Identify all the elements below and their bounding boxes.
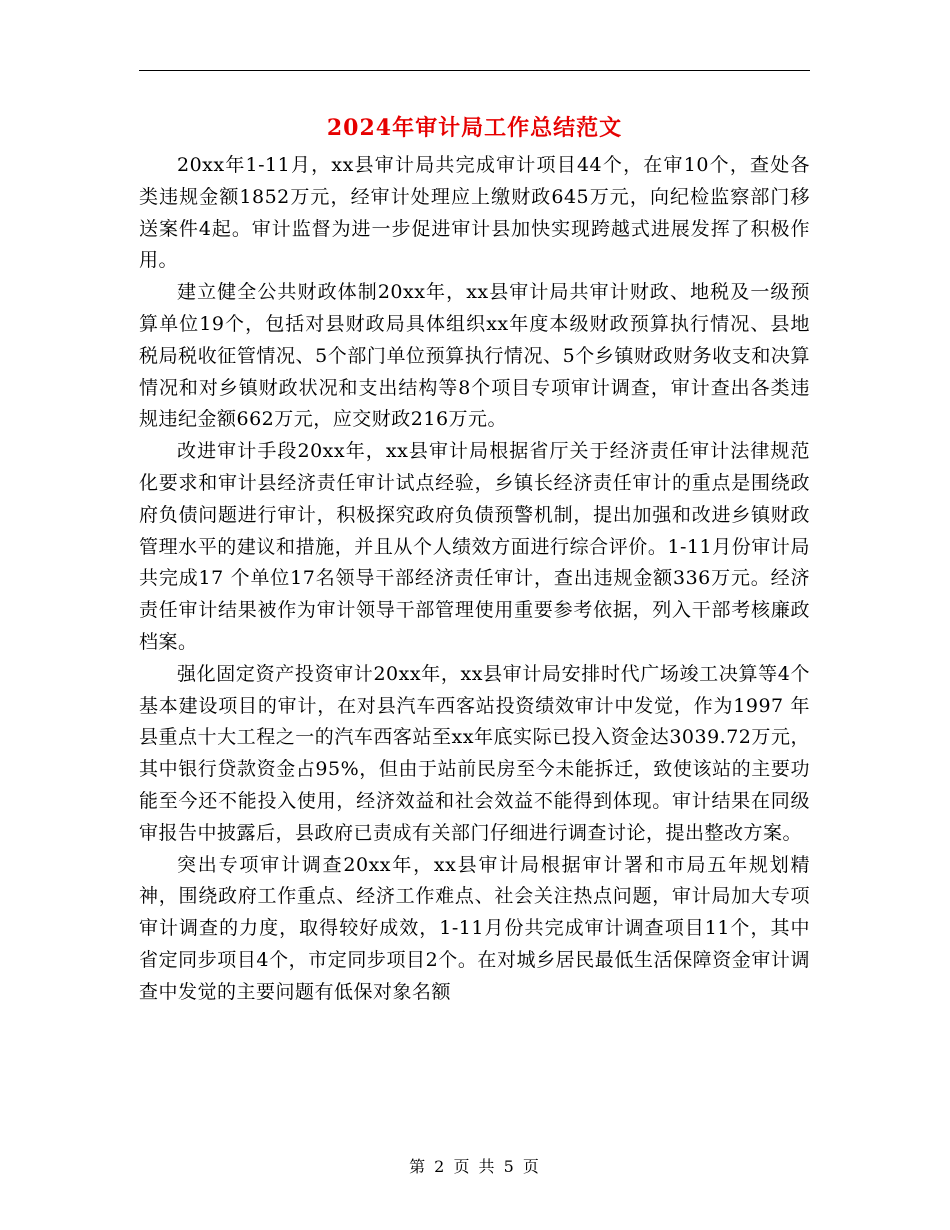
document-body [139,150,810,1009]
paragraph-1: 20xx年1-11月，xx县审计局共完成审计项目44个，在审10个，查处各类违规金额1852万元，经审计处理应上缴财政645万元，向纪检监察部门移送案件4起。审计监督为进一步促进审计县加快实现跨越式进展发挥了积极作用。 [139,154,810,272]
paragraph-3: 改进审计手段20xx年，xx县审计局根据省厅关于经济责任审计法律规范化要求和审计县经济责任审计试点经验，乡镇长经济责任审计的重点是围绕政府负债问题进行审计，积极探究政府负债预警机制，提出加强和改进乡镇财政管理水平的建议和措施，并且从个人绩效方面进行综合评价。1-11月份审计局共完成17 个单位17名领导干部经济责任审计，查出违规金额336万元。经济责任审计结果被作为审计领导干部管理使用重要参考依据，列入干部考核廉政档案。 [139,440,810,653]
paragraph-4: 强化固定资产投资审计20xx年，xx县审计局安排时代广场竣工决算等4个基本建设项目的审计，在对县汽车西客站投资绩效审计中发觉，作为1997 年县重点十大工程之一的汽车西客站至xx年底实际已投入资金达3039.72万元，其中银行贷款资金占95%，但由于站前民房至今未能拆迁，致使该站的主要功能至今还不能投入使用，经济效益和社会效益不能得到体现。审计结果在同级审报告中披露后，县政府已责成有关部门仔细进行调查讨论，提出整改方案。 [139,662,810,844]
header-rule [139,70,810,71]
paragraph-2: 建立健全公共财政体制20xx年，xx县审计局共审计财政、地税及一级预算单位19个，包括对县财政局具体组织xx年度本级财政预算执行情况、县地税局税收征管情况、5个部门单位预算执行情况、5个乡镇财政财务收支和决算情况和对乡镇财政状况和支出结构等8个项目专项审计调查，审计查出各类违规违纪金额662万元，应交财政216万元。 [139,281,810,431]
document-title: 2024年审计局工作总结范文 [326,115,623,141]
page-number: 第 2 页 共 5 页 [409,1157,541,1176]
paragraph-5: 突出专项审计调查20xx年，xx县审计局根据审计署和市局五年规划精神，围绕政府工作重点、经济工作难点、社会关注热点问题，审计局加大专项审计调查的力度，取得较好成效，1-11月份共完成审计调查项目11个，其中省定同步项目4个，市定同步项目2个。在对城乡居民最低生活保障资金审计调查中发觉的主要问题有低保对象名额 [139,853,810,1003]
